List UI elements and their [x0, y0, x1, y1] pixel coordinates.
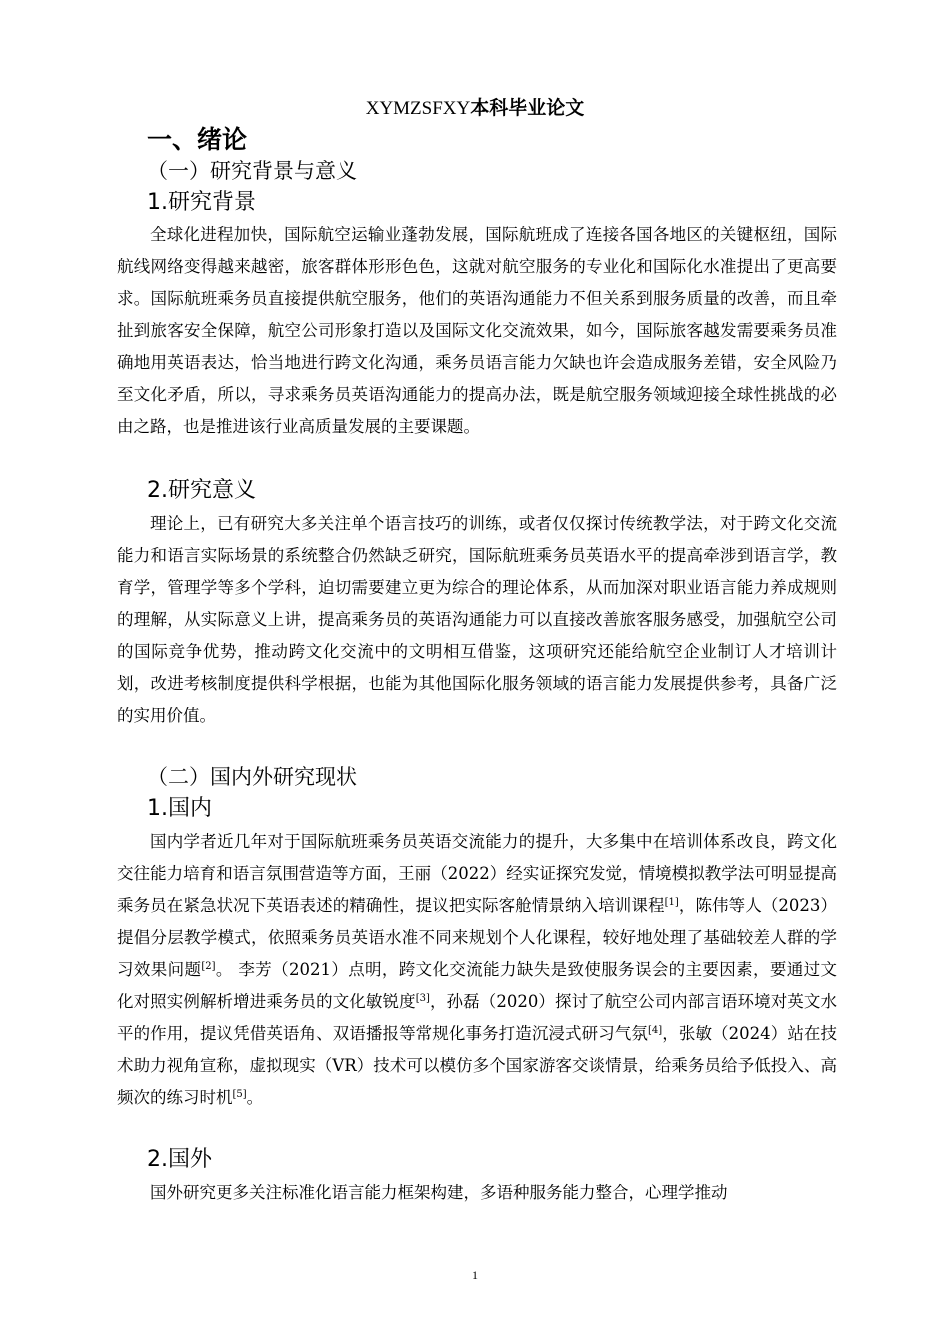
section-1-title: （一）研究背景与意义 [147, 159, 357, 183]
domestic-text-1: 国内学者近几年对于国际航班乘务员英语交流能力的提升，大多集中在培训体系改良，跨文化交往能力培育和语言氛围营造等方面，王丽（2022）经实证探究发觉，情境模拟教学法可明显提高乘务员在紧急状况下英语表述的精确性，提议把实际客舱情景纳入培训课程 [117, 832, 837, 915]
domestic-text-3: 。 李芳（2021）点明，跨文化交流能力缺失是致使服务误会的主要因素，要通过文化对照实例解析增进乘务员的文化敏锐度 [117, 960, 837, 1011]
section-2-title: （二）国内外研究现状 [147, 765, 357, 789]
citation-4: [4] [648, 1025, 663, 1036]
paragraph-research-background: 全球化进程加快，国际航空运输业蓬勃发展，国际航班成了连接各国各地区的关键枢纽，国际航线网络变得越来越密，旅客群体形形色色，这就对航空服务的专业化和国际化水准提出了更高要求。国际航班乘务员直接提供航空服务，他们的英语沟通能力不但关系到服务质量的改善，而且牵扯到旅客安全保障，航空公司形象打造以及国际文化交流效果，如今，国际旅客越发需要乘务员准确地用英语表达，恰当地进行跨文化沟通，乘务员语言能力欠缺也许会造成服务差错，安全风险乃至文化矛盾，所以，寻求乘务员英语沟通能力的提高办法，既是航空服务领域迎接全球性挑战的必由之路，也是推进该行业高质量发展的主要课题。 [117, 225, 837, 436]
header-thesis-label: 本科毕业论文 [470, 97, 585, 119]
subsection-2-1-title: 1.国内 [147, 796, 212, 821]
paragraph-domestic-research [117, 826, 837, 1114]
domestic-text-4: ，孙磊（2020）探讨了航空公司内部言语环境对英文水平的作用，提议凭借英语角、双语播报等常规化事务打造沉浸式研习气氛 [117, 992, 837, 1043]
domestic-text-6: 。 [246, 1088, 264, 1107]
subsection-1-2-title: 2.研究意义 [147, 478, 256, 503]
citation-1: [1] [664, 897, 679, 908]
subsection-1-1-title: 1.研究背景 [147, 190, 256, 215]
paragraph-research-significance: 理论上，已有研究大多关注单个语言技巧的训练，或者仅仅探讨传统教学法，对于跨文化交流能力和语言实际场景的系统整合仍然缺乏研究，国际航班乘务员英语水平的提高牵涉到语言学，教育学，管理学等多个学科，迫切需要建立更为综合的理论体系，从而加深对职业语言能力养成规则的理解，从实际意义上讲，提高乘务员的英语沟通能力可以直接改善旅客服务感受，加强航空公司的国际竞争优势，推动跨文化交流中的文明相互借鉴，这项研究还能给航空企业制订人才培训计划，改进考核制度提供科学根据，也能为其他国际化服务领域的语言能力发展提供参考，具备广泛的实用价值。 [117, 514, 837, 725]
domestic-text-2: ，陈伟等人（2023）提倡分层教学模式，依照乘务员英语水准不同来规划个人化课程，较好地处理了基础较差人群的学习效果问题 [117, 896, 838, 979]
citation-3: [3] [415, 993, 430, 1004]
header-school-code: XYMZSFXY [365, 98, 471, 119]
paragraph-foreign-research: 国外研究更多关注标准化语言能力框架构建，多语种服务能力整合，心理学推动 [150, 1183, 728, 1202]
citation-5: [5] [232, 1089, 247, 1100]
page-header [0, 94, 950, 123]
citation-2: [2] [201, 961, 216, 972]
page-number: 1 [472, 1268, 478, 1282]
chapter-title: 一、绪论 [147, 125, 248, 154]
subsection-2-2-title: 2.国外 [147, 1147, 212, 1172]
domestic-text-5: ，张敏（2024）站在技术助力视角宣称，虚拟现实（VR）技术可以模仿多个国家游客交谈情景，给乘务员给予低投入、高频次的练习时机 [117, 1024, 838, 1107]
